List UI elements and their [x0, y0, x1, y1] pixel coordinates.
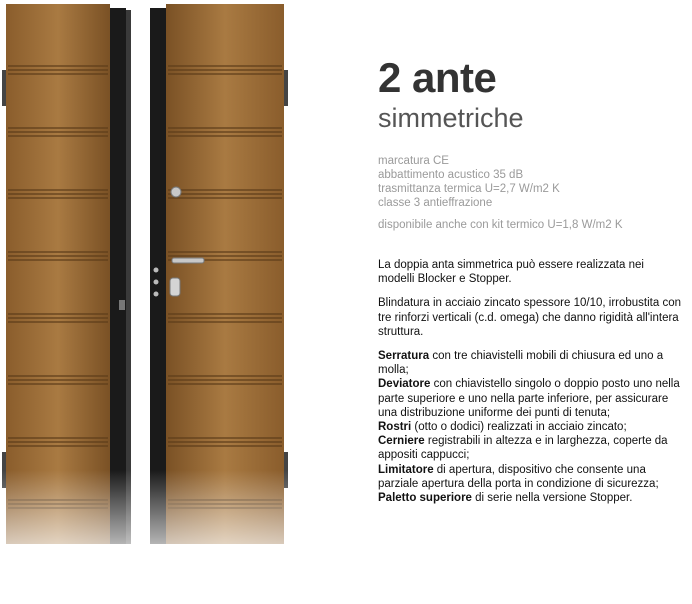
- feature-text: registrabili in altezza e in larghezza, coperte da appositi cappucci;: [378, 435, 668, 462]
- feature-text: con chiavistello singolo o doppio posto uno nella parte superiore e uno nella parte inferiore, per assicurare una distribuzione uniforme dei punti di tenuta;: [378, 378, 680, 419]
- page-subtitle: simmetriche: [378, 103, 524, 133]
- feature-item: [378, 420, 683, 434]
- feature-item: [378, 377, 683, 420]
- kit-note: disponibile anche con kit termico U=1,8 W/m2 K: [378, 219, 623, 231]
- spec-list: [378, 154, 683, 210]
- intro-paragraph: La doppia anta simmetrica può essere realizzata nei modelli Blocker e Stopper.: [378, 259, 644, 286]
- feature-term: Limitatore: [378, 463, 434, 476]
- spec-item: classe 3 antieffrazione: [378, 197, 493, 209]
- right-hinge-top: [284, 70, 288, 106]
- lock-bolt: [154, 280, 159, 285]
- lock-bolt: [154, 268, 159, 273]
- keyhole-plate: [170, 278, 180, 296]
- left-hinge-top: [2, 70, 6, 106]
- spec-item: trasmittanza termica U=2,7 W/m2 K: [378, 183, 560, 195]
- feature-item: [378, 349, 683, 377]
- left-door-leaf: [2, 4, 131, 544]
- feature-text: di apertura, dispositivo che consente una parziale apertura della porta in condizione di sicurezza;: [378, 463, 659, 490]
- product-description: [378, 56, 683, 505]
- lock-bolt: [154, 292, 159, 297]
- right-door-leaf: [150, 4, 288, 544]
- feature-term: Rostri: [378, 421, 412, 434]
- feature-item: [378, 434, 683, 462]
- feature-term: Serratura: [378, 350, 430, 363]
- armor-paragraph: Blindatura in acciaio zincato spessore 10/10, irrobustita con tre rinforzi verticali (c.d. omega) che danno rigidità all'intera struttura.: [378, 297, 682, 338]
- spec-item: marcatura CE: [378, 155, 449, 167]
- spec-item: abbattimento acustico 35 dB: [378, 169, 524, 181]
- upper-lock-knob: [171, 187, 181, 197]
- page-title: 2 ante: [378, 54, 497, 101]
- feature-term: Paletto superiore: [378, 492, 472, 505]
- bottom-fade: [0, 470, 300, 599]
- feature-text: (otto o dodici) realizzati in acciaio zincato;: [411, 421, 627, 434]
- feature-text: di serie nella versione Stopper.: [471, 492, 633, 505]
- feature-item: [378, 491, 683, 505]
- feature-text: con tre chiavistelli mobili di chiusura ed uno a molla;: [378, 350, 664, 377]
- feature-list: [378, 349, 683, 505]
- feature-term: Deviatore: [378, 378, 431, 391]
- feature-item: [378, 463, 683, 491]
- left-deviator: [119, 300, 125, 310]
- feature-term: Cerniere: [378, 435, 425, 448]
- door-handle: [172, 258, 204, 263]
